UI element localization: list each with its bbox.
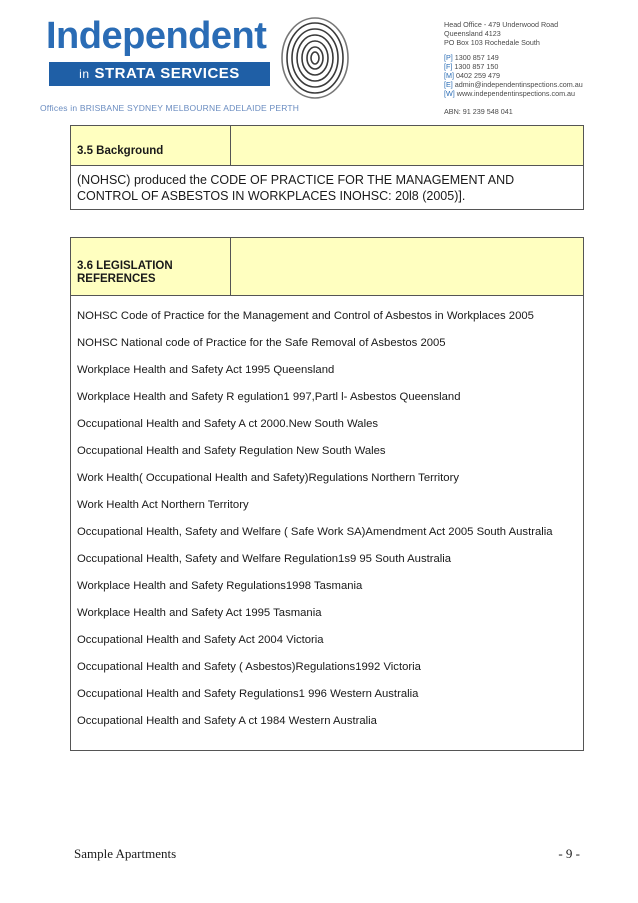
- email-label: [E]: [444, 80, 453, 90]
- fax-value: 1300 857 150: [454, 61, 499, 71]
- logo-in-text: in: [79, 67, 90, 81]
- list-item: Workplace Health and Safety Act 1995 Queensland: [77, 364, 335, 376]
- background-text: (NOHSC) produced the CODE OF PRACTICE FOR THE MANAGEMENT AND CONTROL OF ASBESTOS IN WORKPLACES INOHSC: 20l8 (2005)].: [77, 173, 515, 203]
- web-label: [W]: [444, 89, 455, 99]
- page-number: - 9 -: [558, 846, 580, 861]
- phone-label: [P]: [444, 52, 453, 62]
- list-item: Occupational Health and Safety A ct 1984 Western Australia: [77, 715, 377, 727]
- footer-document-title: Sample Apartments: [74, 846, 177, 861]
- phone-line: [444, 53, 634, 62]
- legislation-heading-line-2: REFERENCES: [77, 273, 156, 285]
- list-item: Occupational Health and Safety ( Asbestos)Regulations1992 Victoria: [77, 661, 421, 673]
- list-item: Workplace Health and Safety Act 1995 Tasmania: [77, 607, 322, 619]
- address-line-3: PO Box 103 Rochedale South: [444, 38, 540, 48]
- list-item: NOHSC National code of Practice for the Safe Removal of Asbestos 2005: [77, 337, 446, 349]
- address-line-1: Head Office - 479 Underwood Road: [444, 20, 559, 29]
- fax-line: [444, 62, 634, 71]
- fax-label: [F]: [444, 61, 453, 71]
- contact-block: [444, 20, 634, 116]
- background-section: [70, 125, 584, 210]
- abn-line: ABN: 91 239 548 041: [444, 106, 513, 116]
- address-line-2: Queensland 4123: [444, 29, 501, 39]
- list-item: Occupational Health and Safety Regulations1 996 Western Australia: [77, 688, 419, 700]
- list-item: Workplace Health and Safety Regulations1998 Tasmania: [77, 580, 363, 592]
- list-item: Work Health( Occupational Health and Safety)Regulations Northern Territory: [77, 472, 459, 484]
- legislation-heading: [71, 238, 231, 295]
- list-item: Work Health Act Northern Territory: [77, 499, 249, 511]
- list-item: Occupational Health, Safety and Welfare ( Safe Work SA)Amendment Act 2005 South Australia: [77, 526, 553, 538]
- list-item: Occupational Health and Safety A ct 2000.New South Wales: [77, 418, 379, 430]
- web-line: [444, 89, 634, 98]
- legislation-header-empty-cell: [231, 238, 583, 295]
- web-value: www.independentinspections.com.au: [456, 89, 576, 99]
- background-heading: 3.5 Background: [71, 126, 231, 165]
- background-header-empty-cell: [231, 126, 583, 165]
- list-item: Occupational Health and Safety Act 2004 Victoria: [77, 634, 324, 646]
- legislation-list: [71, 296, 583, 746]
- legislation-section: [70, 237, 584, 751]
- legislation-header-row: [71, 238, 583, 296]
- mobile-value: 0402 259 479: [455, 70, 500, 80]
- company-logo-tagline: [49, 62, 270, 86]
- company-logo-wordmark: Independent: [46, 15, 267, 57]
- offices-line: Offices in BRISBANE SYDNEY MELBOURNE ADELAIDE PERTH: [40, 103, 300, 113]
- mobile-label: [M]: [444, 70, 454, 80]
- list-item: Occupational Health and Safety Regulation New South Wales: [77, 445, 386, 457]
- legislation-heading-line-1: 3.6 LEGISLATION: [77, 260, 173, 272]
- list-item: Occupational Health, Safety and Welfare Regulation1s9 95 South Australia: [77, 553, 452, 565]
- logo-services-text: STRATA SERVICES: [94, 65, 240, 82]
- mobile-line: [444, 71, 634, 80]
- email-value: admin@independentinspections.com.au: [454, 80, 583, 90]
- background-header-row: [71, 126, 583, 166]
- fingerprint-icon: [270, 12, 360, 102]
- phone-value: 1300 857 149: [454, 52, 499, 62]
- list-item: NOHSC Code of Practice for the Management and Control of Asbestos in Workplaces 2005: [77, 310, 534, 322]
- list-item: Workplace Health and Safety R egulation1 997,Partl l- Asbestos Queensland: [77, 391, 461, 403]
- email-line: [444, 80, 634, 89]
